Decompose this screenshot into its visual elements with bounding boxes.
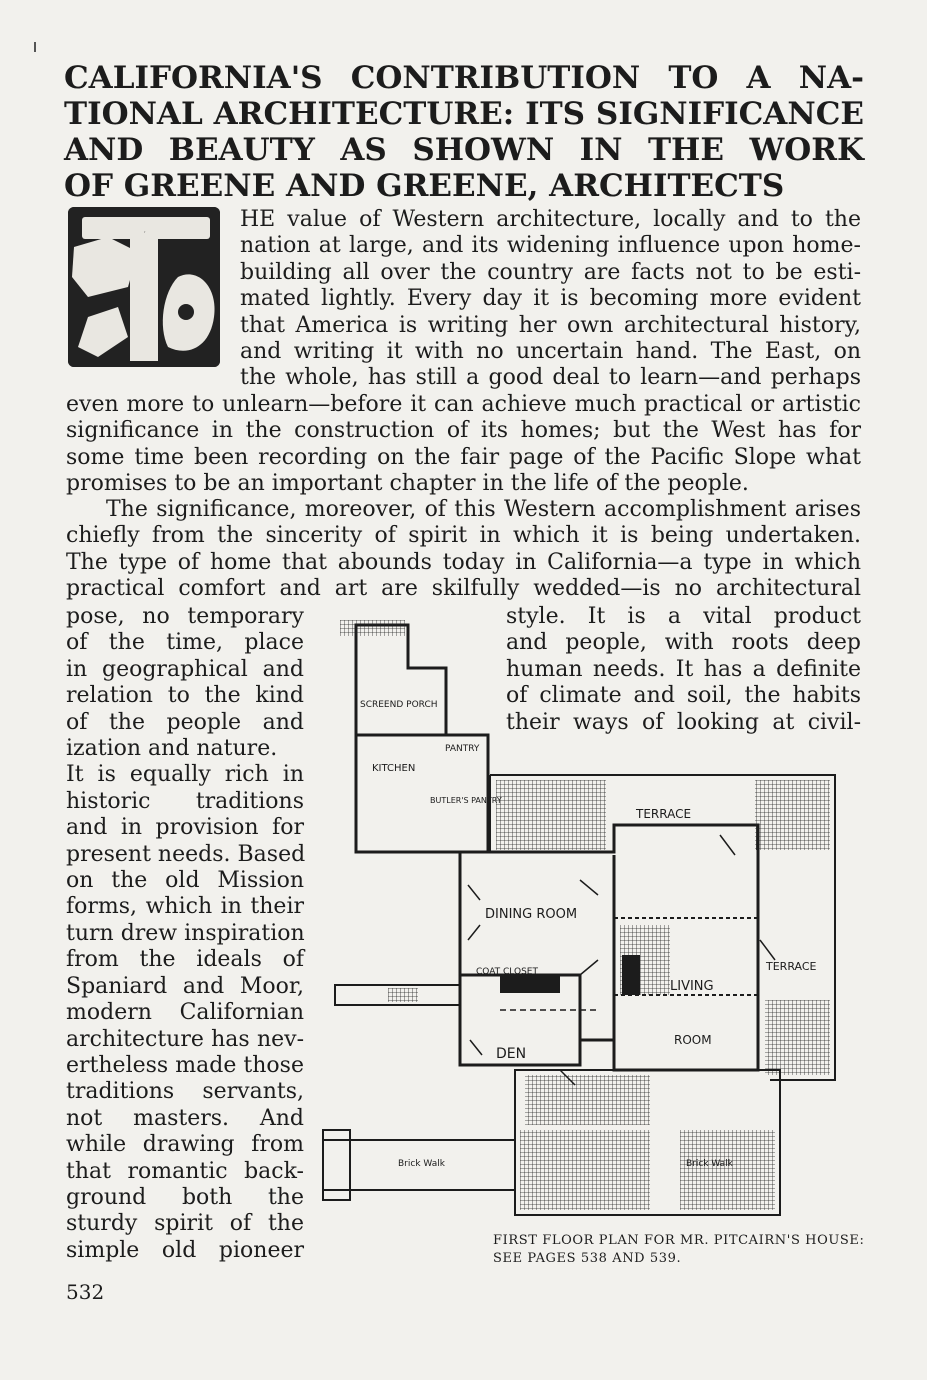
text-line: ground both the: [66, 1184, 304, 1210]
paragraph-1-continued: [66, 392, 861, 498]
text-line: even more to unlearn—before it can achieve much practical or artistic: [66, 392, 861, 417]
text-line: not masters. And: [66, 1105, 304, 1131]
caption-line: FIRST FLOOR PLAN FOR MR. PITCAIRN'S HOUSE:: [493, 1233, 865, 1248]
text-line: significance in the construction of its homes; but the West has for: [66, 418, 861, 444]
paragraph-2: [66, 497, 861, 603]
text-line: nation at large, and its widening influence upon home-: [240, 233, 861, 259]
text-line: sturdy spirit of the: [66, 1211, 304, 1237]
text-line: some time been recording on the fair page of the Pacific Slope what: [66, 444, 861, 470]
label-terrace-top: TERRACE: [636, 807, 692, 821]
text-line: It is equally rich in: [66, 762, 304, 788]
text-line: and people, with roots deep: [506, 630, 861, 656]
caption-line: SEE PAGES 538 AND 539.: [493, 1251, 682, 1266]
label-den: DEN: [496, 1046, 527, 1062]
label-room: ROOM: [674, 1033, 712, 1047]
text-line: from the ideals of: [66, 947, 304, 973]
text-line: relation to the kind: [66, 683, 304, 709]
text-line: The type of home that abounds today in California—a type in which: [66, 549, 861, 575]
text-line: historic traditions: [66, 788, 304, 814]
text-line: turn drew inspiration: [66, 920, 305, 946]
text-line: chiefly from the sincerity of spirit in which it is being undertaken.: [66, 523, 861, 549]
drop-cap-letter: T: [144, 232, 146, 234]
text-line: HE value of Western architecture, locally and to the: [240, 207, 861, 232]
label-brick-walk-left: Brick Walk: [398, 1159, 445, 1169]
drop-cap-illustration: [68, 207, 220, 367]
text-line: while drawing from: [66, 1132, 304, 1158]
text-line: traditions servants,: [66, 1079, 304, 1105]
text-line: The significance, moreover, of this Western accomplishment arises: [106, 497, 861, 522]
text-line: ization and nature.: [66, 736, 278, 762]
text-line: mated lightly. Every day it is becoming more evident: [240, 286, 861, 312]
first-floor-plan: [318, 608, 866, 1228]
text-line: the whole, has still a good deal to learn—and perhaps: [240, 365, 861, 391]
title-line: TIONAL ARCHITECTURE: ITS SIGNIFICANCE: [64, 96, 864, 132]
text-line: ertheless made those: [66, 1052, 304, 1078]
text-line: simple old pioneer: [66, 1237, 304, 1263]
scan-speck: [34, 42, 36, 52]
text-line: and in provision for: [66, 815, 304, 841]
label-pantry: PANTRY: [445, 744, 480, 754]
text-line: architecture has nev-: [66, 1026, 304, 1052]
title-line: AND BEAUTY AS SHOWN IN THE WORK: [64, 132, 864, 168]
label-living: LIVING: [670, 979, 714, 994]
label-brick-walk-right: Brick Walk: [686, 1159, 733, 1169]
illustrated-drop-cap: [68, 207, 220, 367]
text-line: forms, which in their: [66, 894, 304, 920]
text-line: practical comfort and art are skilfully wedded—is no architectural: [66, 576, 861, 602]
left-column-text: [66, 604, 304, 1264]
text-line: that America is writing her own architectural history,: [240, 312, 861, 338]
text-line: that romantic back-: [66, 1158, 304, 1184]
title-line: OF GREENE AND GREENE, ARCHITECTS: [64, 168, 785, 204]
text-line: human needs. It has a definite: [506, 656, 861, 682]
paragraph-1: [240, 207, 861, 392]
label-dining-room: DINING ROOM: [485, 907, 578, 922]
article-title: [64, 60, 864, 204]
text-line: present needs. Based: [66, 841, 306, 867]
label-screened-porch: SCREEND PORCH: [360, 700, 438, 710]
label-terrace-right: TERRACE: [766, 960, 817, 973]
text-line: of climate and soil, the habits: [506, 683, 861, 709]
text-line: pose, no temporary: [66, 604, 304, 629]
label-coat-closet: COAT CLOSET: [476, 967, 538, 977]
title-line: CALIFORNIA'S CONTRIBUTION TO A NA-: [64, 60, 864, 96]
text-line: style. It is a vital product: [506, 604, 861, 629]
text-line: and writing it with no uncertain hand. The East, on: [240, 339, 861, 365]
page-number: 532: [66, 1280, 105, 1304]
floor-plan-caption: [493, 1232, 873, 1268]
text-line: modern Californian: [66, 1000, 304, 1026]
text-line: of the time, place: [66, 630, 304, 656]
label-kitchen: KITCHEN: [372, 763, 416, 774]
text-line: promises to be an important chapter in the life of the people.: [66, 471, 749, 497]
text-line: their ways of looking at civil-: [506, 709, 861, 735]
text-line: in geographical and: [66, 656, 304, 682]
text-line: building all over the country are facts not to be esti-: [240, 259, 861, 285]
text-line: on the old Mission: [66, 868, 304, 894]
text-line: Spaniard and Moor,: [66, 973, 304, 999]
text-line: of the people and: [66, 709, 304, 735]
label-butlers-pantry: BUTLER'S PANTRY: [430, 796, 502, 805]
